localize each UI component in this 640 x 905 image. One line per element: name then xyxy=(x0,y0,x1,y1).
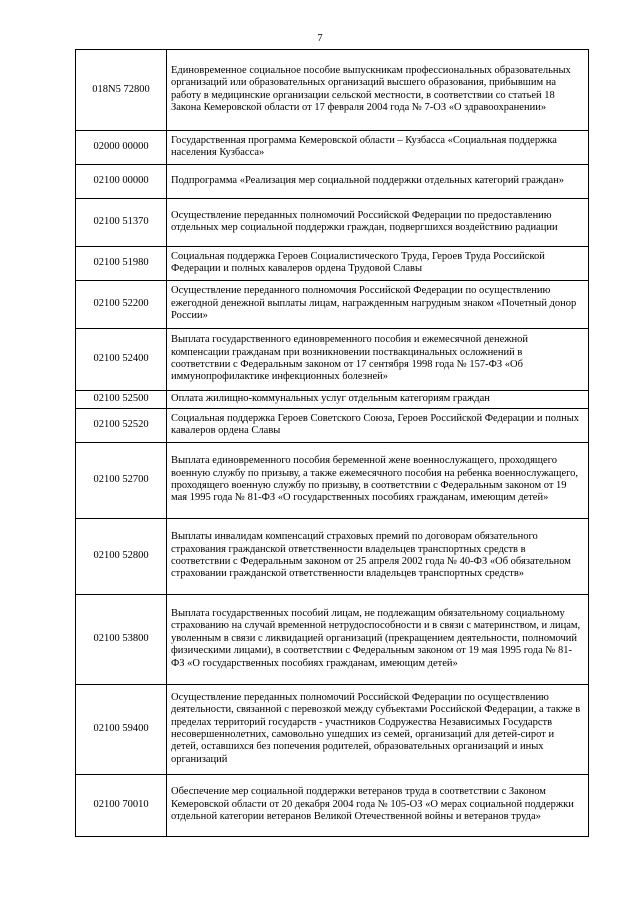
row-code: 02100 52500 xyxy=(76,391,167,409)
row-code: 02100 52700 xyxy=(76,443,167,519)
table-row xyxy=(76,131,589,165)
table-row xyxy=(76,409,589,443)
row-code: 02100 52200 xyxy=(76,281,167,329)
row-code: 02000 00000 xyxy=(76,131,167,165)
row-code: 02100 00000 xyxy=(76,165,167,199)
table-row xyxy=(76,595,589,685)
row-code: 02100 51980 xyxy=(76,247,167,281)
row-code: 02100 52520 xyxy=(76,409,167,443)
row-description: Социальная поддержка Героев Советского Союза, Героев Российской Федерации и полных кавалеров ордена Славы xyxy=(167,409,589,443)
row-code: 02100 70010 xyxy=(76,775,167,837)
row-description: Осуществление переданных полномочий Российской Федерации по предоставлению отдельных мер социальной поддержки граждан, подвергшихся воздействию радиации xyxy=(167,199,589,247)
row-description: Выплата единовременного пособия беременной жене военнослужащего, проходящего военную службу по призыву, а также ежемесячного пособия на ребенка военнослужащего, проходящего военную службу по призыву, в соответствии с Федеральным законом от 19 мая 1995 года № 81-ФЗ «О государственных пособиях гражданам, имеющим детей» xyxy=(167,443,589,519)
row-code: 02100 59400 xyxy=(76,685,167,775)
row-description: Подпрограмма «Реализация мер социальной поддержки отдельных категорий граждан» xyxy=(167,165,589,199)
row-description: Социальная поддержка Героев Социалистического Труда, Героев Труда Российской Федерации и полных кавалеров ордена Трудовой Славы xyxy=(167,247,589,281)
table-row xyxy=(76,281,589,329)
table-row xyxy=(76,329,589,391)
row-description: Государственная программа Кемеровской области – Кузбасса «Социальная поддержка населения Кузбасса» xyxy=(167,131,589,165)
row-description: Выплата государственных пособий лицам, не подлежащим обязательному социальному страхованию на случай временной нетрудоспособности и в связи с материнством, и лицам, уволенным в связи с ликвидацией организаций (прекращением деятельности, полномочий физическими лицами), в соответствии с Федеральным законом от 19 мая 1995 года № 81-ФЗ «О государственных пособиях гражданам, имеющим детей» xyxy=(167,595,589,685)
row-description: Обеспечение мер социальной поддержки ветеранов труда в соответствии с Законом Кемеровской области от 20 декабря 2004 года № 105-ОЗ «О мерах социальной поддержки отдельной категории ветеранов Великой Отечественной войны и ветеранов труда» xyxy=(167,775,589,837)
budget-classification-table xyxy=(75,49,589,837)
row-description: Осуществление переданных полномочий Российской Федерации по осуществлению деятельности, связанной с перевозкой между субъектами Российской Федерации, а также в пределах территорий государств - участников Содружества Независимых Государств несовершеннолетних, самовольно ушедших из семей, организаций для детей-сирот и детей, оставшихся без попечения родителей, образовательных организаций и иных организаций xyxy=(167,685,589,775)
table-row xyxy=(76,391,589,409)
row-description: Оплата жилищно-коммунальных услуг отдельным категориям граждан xyxy=(167,391,589,409)
row-description: Выплата государственного единовременного пособия и ежемесячной денежной компенсации гражданам при возникновении поствакцинальных осложнений в соответствии с Федеральным законом от 17 сентября 1998 года № 157-ФЗ «Об иммунопрофилактике инфекционных болезней» xyxy=(167,329,589,391)
table-row xyxy=(76,685,589,775)
row-code: 02100 53800 xyxy=(76,595,167,685)
page-number: 7 xyxy=(317,33,323,44)
row-code: 02100 52800 xyxy=(76,519,167,595)
table-row xyxy=(76,247,589,281)
row-description: Выплаты инвалидам компенсаций страховых премий по договорам обязательного страхования гражданской ответственности владельцев транспортных средств в соответствии с Федеральным законом от 25 апреля 2002 года № 40-ФЗ «Об обязательном страховании гражданской ответственности владельцев транспортных средств» xyxy=(167,519,589,595)
row-description: Единовременное социальное пособие выпускникам профессиональных образовательных организаций или образовательных организаций высшего образования, прибывшим на работу в медицинские организации сельской местности, в соответствии со статьей 18 Закона Кемеровской области от 17 февраля 2004 года № 7-ОЗ «О здравоохранении» xyxy=(167,50,589,131)
table-row xyxy=(76,519,589,595)
row-code: 018N5 72800 xyxy=(76,50,167,131)
row-code: 02100 51370 xyxy=(76,199,167,247)
row-code: 02100 52400 xyxy=(76,329,167,391)
table-row xyxy=(76,443,589,519)
table-row xyxy=(76,199,589,247)
table-row xyxy=(76,775,589,837)
row-description: Осуществление переданного полномочия Российской Федерации по осуществлению ежегодной денежной выплаты лицам, награжденным нагрудным знаком «Почетный донор России» xyxy=(167,281,589,329)
table-row xyxy=(76,165,589,199)
table-row xyxy=(76,50,589,131)
